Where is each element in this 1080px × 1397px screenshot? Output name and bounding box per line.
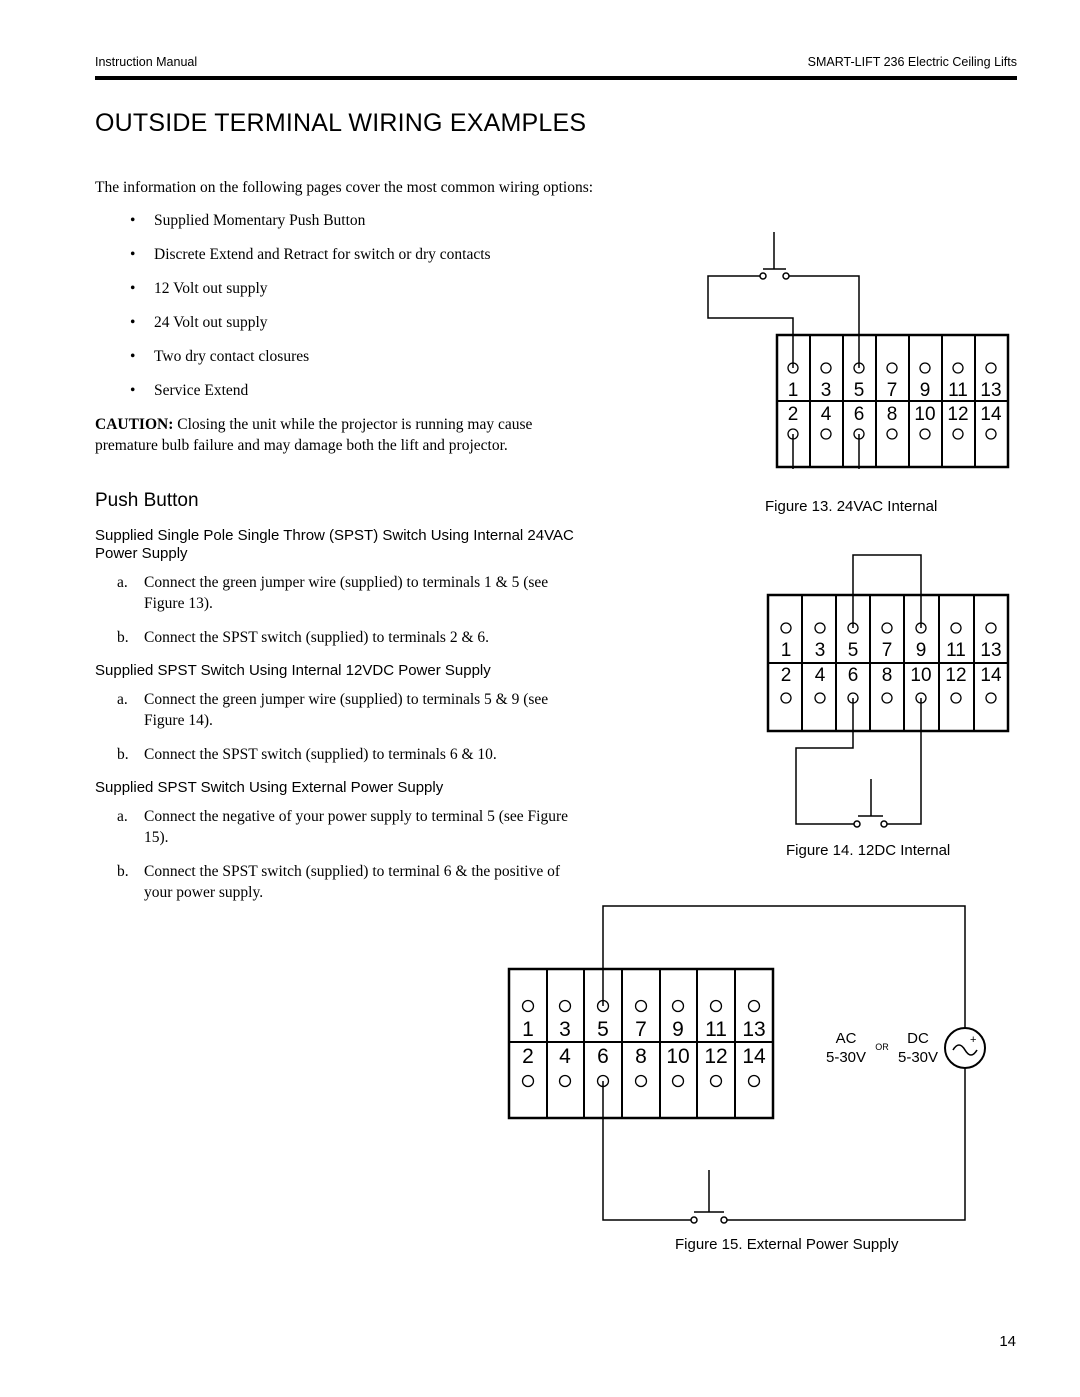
wire — [708, 276, 793, 368]
terminal-number: 8 — [635, 1045, 647, 1068]
step-letter: a. — [117, 691, 128, 708]
terminal-screw — [882, 623, 892, 633]
step-item — [117, 689, 577, 731]
terminal-screw — [986, 429, 996, 439]
terminal-screw — [560, 1076, 571, 1087]
terminal-number: 13 — [742, 1018, 766, 1041]
step-text: Connect the SPST switch (supplied) to terminal 6 & the positive of your power supply. — [144, 863, 561, 901]
step-text: Connect the SPST switch (supplied) to terminals 6 & 10. — [144, 746, 497, 763]
step-text: Connect the SPST switch (supplied) to terminals 2 & 6. — [144, 629, 489, 646]
plus-sign: + — [970, 1034, 977, 1046]
header-left-text: Instruction Manual — [95, 55, 198, 69]
list-item: • Two dry contact closures — [130, 346, 491, 380]
terminal-block-frame — [509, 969, 773, 1118]
terminal-number: 13 — [980, 640, 1002, 661]
terminal-number: 2 — [522, 1045, 534, 1068]
terminal-number: 6 — [853, 404, 865, 425]
terminal-number: 1 — [522, 1018, 534, 1041]
power-supply-labels — [826, 1030, 938, 1066]
terminal-screw — [920, 429, 930, 439]
terminal-screw — [636, 1076, 647, 1087]
terminal-screw — [920, 363, 930, 373]
section-heading-12vdc: Supplied SPST Switch Using Internal 12VDC Power Supply — [95, 662, 491, 679]
terminal-number: 9 — [915, 640, 927, 661]
step-item — [117, 806, 577, 848]
terminal-screw — [986, 623, 996, 633]
terminal-number: 8 — [881, 665, 893, 686]
terminal-number: 4 — [814, 665, 826, 686]
or-label: OR — [875, 1042, 889, 1052]
terminal-screw — [953, 429, 963, 439]
terminal-block — [777, 335, 1008, 467]
terminal-number: 8 — [886, 404, 898, 425]
terminal-screw — [887, 429, 897, 439]
step-letter: a. — [117, 574, 128, 591]
ac-label: AC — [835, 1030, 857, 1047]
terminal-number: 9 — [672, 1018, 684, 1041]
terminal-screw — [986, 693, 996, 703]
terminal-number: 6 — [597, 1045, 609, 1068]
terminal-number: 12 — [947, 404, 969, 425]
terminal-number: 13 — [980, 380, 1002, 401]
terminal-screw — [673, 1001, 684, 1012]
terminal-number: 11 — [946, 640, 966, 661]
terminal-number: 5 — [847, 640, 859, 661]
wire — [726, 1068, 965, 1220]
figure-15-diagram — [500, 895, 1000, 1230]
list-item: • Service Extend — [130, 380, 491, 414]
terminal-number: 1 — [780, 640, 792, 661]
step-text: Connect the green jumper wire (supplied) to terminals 5 & 9 (see Figure 14). — [144, 691, 549, 729]
wire — [796, 698, 854, 824]
caution-label: CAUTION: — [95, 416, 174, 433]
terminal-number: 11 — [948, 380, 968, 401]
terminal-screw — [953, 363, 963, 373]
header-right-text: SMART-LIFT 236 Electric Ceiling Lifts — [807, 55, 1017, 69]
wiring-options-list — [130, 210, 491, 414]
step-item — [117, 572, 577, 614]
terminal-screw — [523, 1076, 534, 1087]
figure-15-caption: Figure 15. External Power Supply — [675, 1236, 899, 1253]
page-title: OUTSIDE TERMINAL WIRING EXAMPLES — [95, 109, 587, 137]
terminal-screw — [882, 693, 892, 703]
terminal-screw — [951, 693, 961, 703]
terminal-number: 14 — [980, 665, 1002, 686]
header-rule — [95, 76, 1017, 80]
terminal-number: 4 — [559, 1045, 571, 1068]
push-button-heading: Push Button — [95, 490, 199, 511]
terminal-number: 5 — [853, 380, 865, 401]
terminal-screw — [821, 429, 831, 439]
power-supply-symbol — [945, 1028, 985, 1068]
step-letter: a. — [117, 808, 128, 825]
switch-contact — [783, 273, 789, 279]
step-item — [117, 744, 577, 765]
terminal-number: 10 — [914, 404, 936, 425]
terminal-number: 7 — [881, 640, 893, 661]
terminal-screw — [636, 1001, 647, 1012]
list-item: • Supplied Momentary Push Button — [130, 210, 491, 244]
terminal-number: 6 — [847, 665, 859, 686]
terminal-number: 7 — [886, 380, 898, 401]
figure-13-caption: Figure 13. 24VAC Internal — [765, 498, 938, 515]
switch-contact — [854, 821, 860, 827]
wiring — [708, 232, 859, 469]
caution-text: Closing the unit while the projector is running may cause premature bulb failure and may damage both the lift and projector. — [95, 416, 533, 454]
caution-paragraph — [95, 414, 575, 456]
terminal-screw — [749, 1076, 760, 1087]
terminal-block — [509, 969, 773, 1118]
figure-14-caption: Figure 14. 12DC Internal — [786, 842, 951, 859]
terminal-screw — [673, 1076, 684, 1087]
terminal-screw — [711, 1001, 722, 1012]
terminal-number: 3 — [814, 640, 826, 661]
terminal-number: 2 — [780, 665, 792, 686]
terminal-screw — [815, 623, 825, 633]
step-text: Connect the negative of your power supply to terminal 5 (see Figure 15). — [144, 808, 568, 846]
terminal-number: 7 — [635, 1018, 647, 1041]
list-item: • 12 Volt out supply — [130, 278, 491, 312]
ac-source-icon — [945, 1028, 985, 1068]
terminal-screw — [781, 693, 791, 703]
step-item — [117, 627, 577, 648]
step-letter: b. — [117, 629, 129, 646]
wire — [788, 276, 859, 368]
terminal-screw — [986, 363, 996, 373]
switch-contact — [691, 1217, 697, 1223]
wire — [603, 906, 965, 1028]
terminal-number: 3 — [820, 380, 832, 401]
terminal-screw — [815, 693, 825, 703]
page-number: 14 — [999, 1333, 1016, 1350]
terminal-screw — [951, 623, 961, 633]
terminal-number: 3 — [559, 1018, 571, 1041]
terminal-number: 9 — [919, 380, 931, 401]
step-letter: b. — [117, 863, 129, 880]
terminal-number: 12 — [704, 1045, 728, 1068]
terminal-number: 14 — [980, 404, 1002, 425]
terminal-screw — [560, 1001, 571, 1012]
step-letter: b. — [117, 746, 129, 763]
terminal-number: 10 — [666, 1045, 690, 1068]
wire — [603, 1081, 692, 1220]
figure-13-diagram — [700, 225, 1020, 475]
terminal-number: 2 — [787, 404, 799, 425]
terminal-block — [768, 595, 1008, 731]
terminal-number: 5 — [597, 1018, 609, 1041]
section-heading-external: Supplied SPST Switch Using External Power Supply — [95, 779, 444, 796]
step-text: Connect the green jumper wire (supplied) to terminals 1 & 5 (see Figure 13). — [144, 574, 549, 612]
section-heading-24vac: Supplied Single Pole Single Throw (SPST) Switch Using Internal 24VAC Power Supply — [95, 527, 574, 562]
terminal-screw — [749, 1001, 760, 1012]
switch-contact — [721, 1217, 727, 1223]
list-item: • 24 Volt out supply — [130, 312, 491, 346]
terminal-number: 10 — [910, 665, 932, 686]
figure-14-diagram — [760, 548, 1020, 833]
terminal-number: 11 — [705, 1018, 727, 1041]
terminal-screw — [781, 623, 791, 633]
wire — [853, 555, 921, 628]
terminal-number: 1 — [787, 380, 799, 401]
terminal-screw — [711, 1076, 722, 1087]
switch-contact — [881, 821, 887, 827]
ac-range-label: 5-30V — [825, 1049, 867, 1066]
dc-range-label: 5-30V — [897, 1049, 939, 1066]
terminal-number: 4 — [820, 404, 832, 425]
terminal-screw — [887, 363, 897, 373]
list-item: • Discrete Extend and Retract for switch or dry contacts — [130, 244, 491, 278]
intro-paragraph: The information on the following pages cover the most common wiring options: — [95, 179, 594, 196]
terminal-screw — [523, 1001, 534, 1012]
terminal-screw — [821, 363, 831, 373]
terminal-number: 12 — [945, 665, 967, 686]
switch-contact — [760, 273, 766, 279]
terminal-number: 14 — [742, 1045, 766, 1068]
dc-label: DC — [907, 1030, 929, 1047]
